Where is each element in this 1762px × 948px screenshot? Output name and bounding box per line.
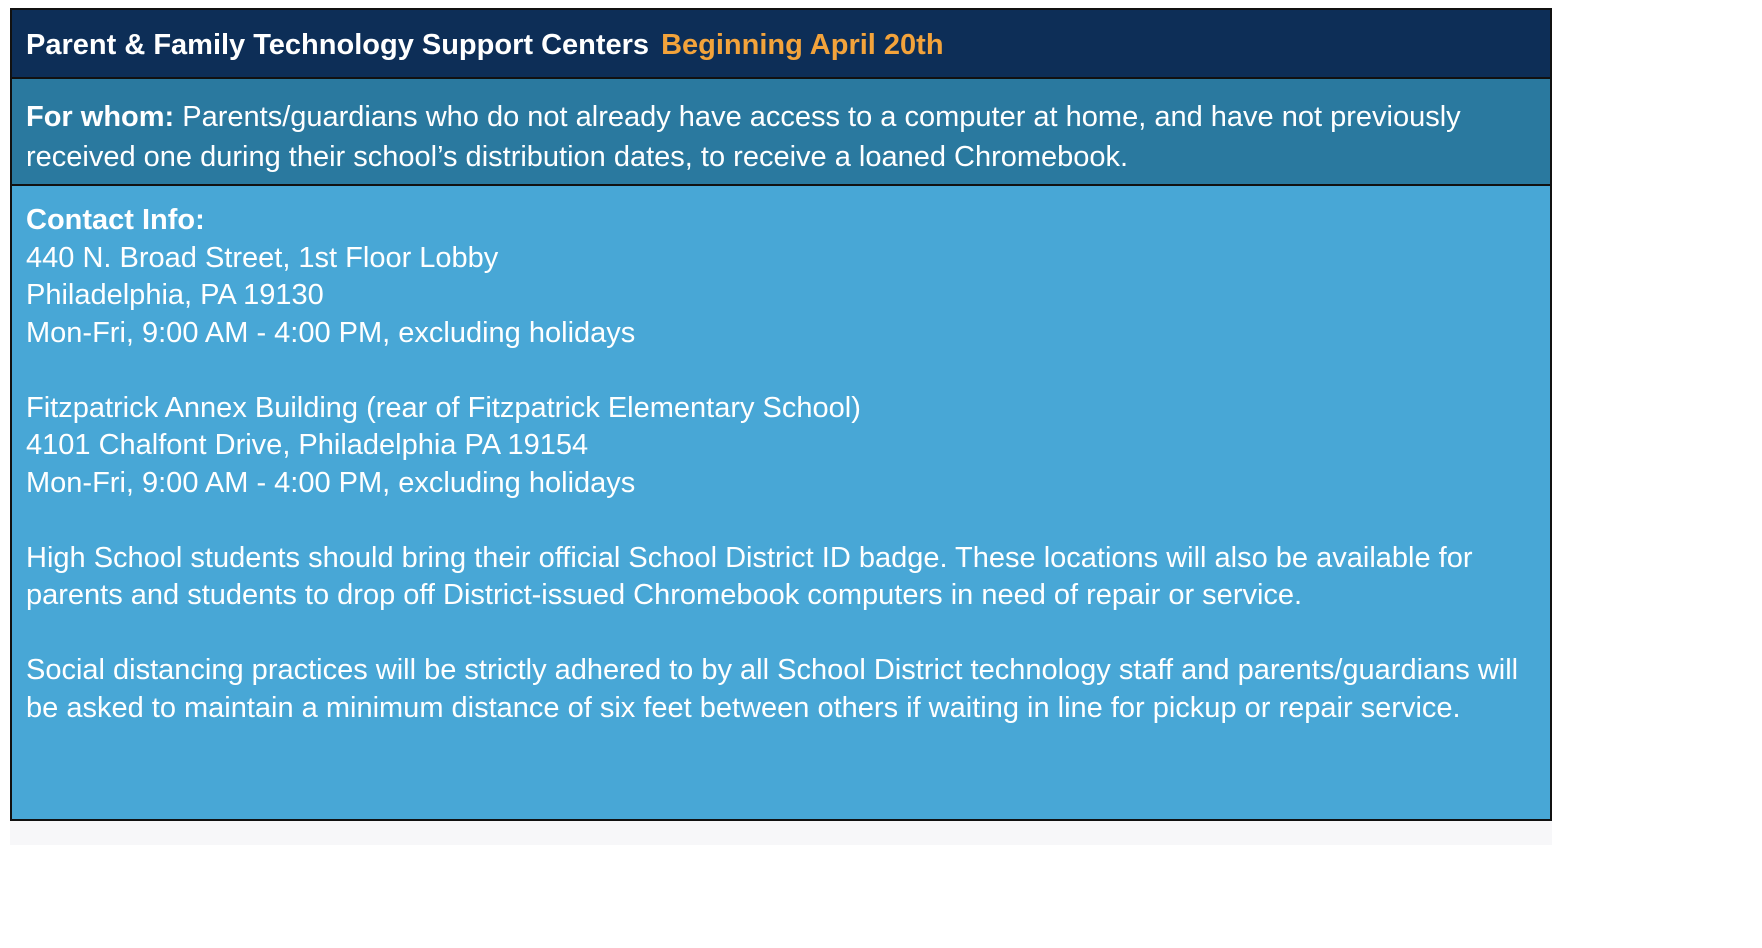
id-badge-note: High School students should bring their official School District ID badge. These locations will also be available for parents and students to drop off District-issued Chromebook computers in need of repair or service. (26, 541, 1473, 611)
for-whom-section (12, 79, 1550, 186)
spacer (26, 502, 1540, 540)
location2-address: 4101 Chalfont Drive, Philadelphia PA 19154 (26, 429, 589, 461)
location1-city: Philadelphia, PA 19130 (26, 279, 324, 311)
social-distancing-note: Social distancing practices will be strictly adhered to by all School District technology staff and parents/guardians will be asked to maintain a minimum distance of six feet between others if waiting in line for pickup or repair service. (26, 654, 1519, 724)
location1-address: 440 N. Broad Street, 1st Floor Lobby (26, 241, 499, 274)
header-start-date: Beginning April 20th (661, 29, 944, 61)
for-whom-label: For whom: (26, 101, 175, 133)
spacer (26, 615, 1540, 653)
contact-heading: Contact Info: (26, 204, 205, 236)
location1-hours: Mon-Fri, 9:00 AM - 4:00 PM, excluding holidays (26, 316, 636, 349)
card-header (12, 10, 1550, 79)
location2-hours: Mon-Fri, 9:00 AM - 4:00 PM, excluding holidays (26, 466, 636, 499)
header-title: Parent & Family Technology Support Centers (26, 29, 650, 61)
contact-section (12, 186, 1550, 727)
bottom-strip (10, 821, 1552, 845)
info-card (10, 8, 1552, 821)
location2-name: Fitzpatrick Annex Building (rear of Fitzpatrick Elementary School) (26, 391, 861, 424)
for-whom-text: Parents/guardians who do not already have access to a computer at home, and have not previously received one during their school’s distribution dates, to receive a loaned Chromebook. (26, 101, 1461, 173)
spacer (26, 352, 1540, 390)
